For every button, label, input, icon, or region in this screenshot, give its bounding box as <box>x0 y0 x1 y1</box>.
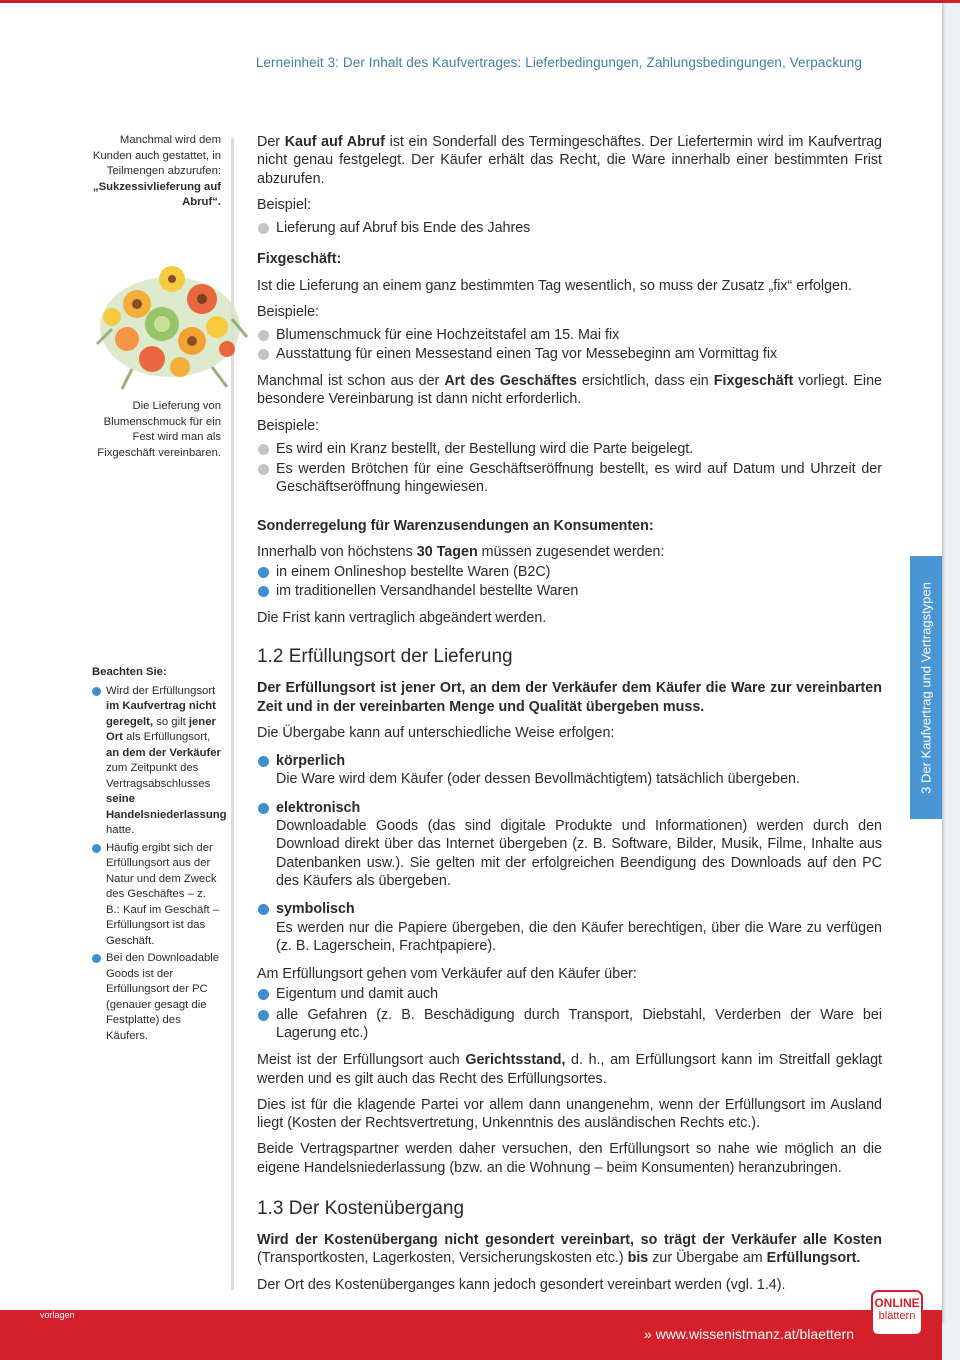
bullet-list <box>257 563 882 600</box>
paragraph-koerperlich: Die Ware wird dem Käufer (oder dessen Bevollmächtigtem) tatsächlich übergeben. <box>276 771 800 788</box>
paragraph-kostenuebergang: Wird der Kostenübergang nicht gesondert vereinbart, so trägt der Verkäufer alle Kosten (Transportkosten, Lagerkosten, Versicherungskosten etc.) bis zur Übergabe am Erfüllungsort. <box>257 1232 882 1267</box>
list-item-elektronisch: elektronisch <box>257 799 882 817</box>
flower-bouquet-image <box>92 249 248 391</box>
label-beispiele: Beispiele: <box>257 417 319 434</box>
margin-box-heading: Beachten Sie: <box>92 666 167 678</box>
paragraph-elektronisch: Downloadable Goods (das sind digitale Produkte und Informationen) werden durch den Download direkt über das Internet übergeben (z. B. Software, Bilder, Musik, Filme, Inhalte aus Datenbanken usw.). Sie gelten mit der erfolgreichen Beendigung des Downloads auf den PC des Käufers als übergeben. <box>276 818 882 889</box>
margin-box-item: Bei den Downloadable Goods ist der Erfüllungsort der PC (genauer gesagt die Festplatte) des Käufers. <box>92 951 222 1044</box>
paragraph-gerichtsstand: Meist ist der Erfüllungsort auch Gerichtsstand, d. h., am Erfüllungsort kann im Streitfall geklagt werden und es gilt auch das Recht des Erfüllungsortes. <box>257 1052 882 1087</box>
definition-erfuellungsort: Der Erfüllungsort ist jener Ort, an dem der Verkäufer dem Käufer die Ware zur vereinbarten Zeit und in der vereinbarten Menge und Qualität übergeben muss. <box>257 680 882 715</box>
section-heading-1-3: 1.3 Der Kostenübergang <box>257 1198 465 1220</box>
margin-box-item: Wird der Erfüllungsort im Kaufvertrag nicht geregelt, so gilt jener Ort als Erfüllungsort, an dem der Verkäufer zum Zeitpunkt des Vertragsabschlusses seine Handelsniederlassung hatte. <box>92 684 222 839</box>
paragraph-uebergabe: Die Übergabe kann auf unterschiedliche Weise erfolgen: <box>257 724 615 741</box>
paragraph-am-erfuellungsort: Am Erfüllungsort gehen vom Verkäufer auf den Käufer über: <box>257 966 637 983</box>
paragraph-vertragspartner: Beide Vertragspartner werden daher versuchen, den Erfüllungsort so nahe wie möglich an die eigene Handelsniederlassung (bzw. an die Wohnung – beim Konsumenten) heranzubringen. <box>257 1141 882 1176</box>
list-item-symbolisch: symbolisch <box>257 900 882 918</box>
paragraph-ort-kostenuebergang: Der Ort des Kostenüberganges kann jedoch gesondert vereinbart werden (vgl. 1.4). <box>257 1276 786 1293</box>
bullet-list <box>257 440 882 497</box>
heading-sonderregelung: Sonderregelung für Warenzusendungen an Konsumenten: <box>257 517 654 534</box>
bullet-list <box>257 985 882 1042</box>
paragraph-klagende-partei: Dies ist für die klagende Partei vor allem dann unangenehm, wenn der Erfüllungsort im Ausland liegt (Kosten der Rechtsvertretung, Unkenntnis des ausländischen Rechts etc.). <box>257 1096 882 1132</box>
paragraph-frist: Die Frist kann vertraglich abgeändert werden. <box>257 609 547 626</box>
main-content <box>257 133 882 1302</box>
label-beispiele: Beispiele: <box>257 304 319 321</box>
paragraph-art: Manchmal ist schon aus der Art des Geschäftes ersichtlich, dass ein Fixgeschäft vorliegt. Eine besondere Vereinbarung ist dann nicht erforderlich. <box>257 372 882 408</box>
list-item: Eigentum und damit auch <box>257 985 882 1003</box>
list-item-koerperlich: körperlich <box>257 752 882 770</box>
footer-bar <box>0 1310 942 1360</box>
list-item: Es wird ein Kranz bestellt, der Bestellung wird die Parte beigelegt. <box>257 440 882 458</box>
list-item: Lieferung auf Abruf bis Ende des Jahres <box>257 219 882 237</box>
paragraph-symbolisch: Es werden nur die Papiere übergeben, die den Käufer berechtigen, über die Ware zu verfügen (z. B. Lagerschein, Frachtpapiere). <box>276 919 882 954</box>
label-beispiel: Beispiel: <box>257 196 312 213</box>
running-header: Lerneinheit 3: Der Inhalt des Kaufvertrages: Lieferbedingungen, Zahlungsbedingungen, Verpackung <box>255 55 862 70</box>
margin-box-beachten <box>92 665 227 1046</box>
footer-link[interactable]: » www.wissenistmanz.at/blaettern <box>643 1326 854 1342</box>
paragraph-sonder: Innerhalb von höchstens 30 Tagen müssen zugesendet werden: <box>257 544 665 561</box>
margin-note-fixgeschaeft: Die Lieferung von Blumenschmuck für ein Fest wird man als Fixgeschäft vereinbaren. <box>97 400 221 459</box>
margin-note-abruf: Manchmal wird dem Kunden auch gestattet, in Teilmengen abzurufen: „Sukzessivlieferung auf Abruf“. <box>92 134 221 208</box>
bullet-list <box>257 326 882 363</box>
list-item: Blumenschmuck für eine Hochzeitstafel am 15. Mai fix <box>257 326 882 344</box>
list-item: alle Gefahren (z. B. Beschädigung durch Transport, Diebstahl, Verderben der Ware bei Lagerung etc.) <box>257 1006 882 1043</box>
paragraph-abruf: Der Kauf auf Abruf ist ein Sonderfall des Termingeschäftes. Der Liefertermin wird im Kaufvertrag nicht genau festgelegt. Der Käufer erhält das Recht, die Ware innerhalb einer bestimmten Frist abzurufen. <box>257 134 882 187</box>
bullet-list <box>257 219 882 237</box>
footer-watermark: vorlagen <box>40 1310 75 1320</box>
document-page <box>0 3 942 1323</box>
list-item: im traditionellen Versandhandel bestellte Waren <box>257 582 882 600</box>
list-item: Ausstattung für einen Messestand einen Tag vor Messebeginn am Vormittag fix <box>257 345 882 363</box>
online-blaettern-badge[interactable]: ONLINE blättern <box>871 1290 923 1336</box>
list-item: Es werden Brötchen für eine Geschäftseröffnung bestellt, es wird auf Datum und Uhrzeit der Geschäftseröffnung hingewiesen. <box>257 460 882 497</box>
heading-fixgeschaeft: Fixgeschäft: <box>257 251 342 268</box>
chapter-side-tab: 3 Der Kaufvertrag und Vertragstypen <box>910 556 942 819</box>
margin-box-item: Häufig ergibt sich der Erfüllungsort aus der Natur und dem Zweck des Geschäftes – z. B.: Kauf im Geschäft – Erfüllungsort ist das Geschäft. <box>92 841 222 950</box>
section-heading-1-2: 1.2 Erfüllungsort der Lieferung <box>257 646 513 668</box>
list-item: in einem Onlineshop bestellte Waren (B2C) <box>257 563 882 581</box>
paragraph-fix: Ist die Lieferung an einem ganz bestimmten Tag wesentlich, so muss der Zusatz „fix“ erfolgen. <box>257 277 852 294</box>
